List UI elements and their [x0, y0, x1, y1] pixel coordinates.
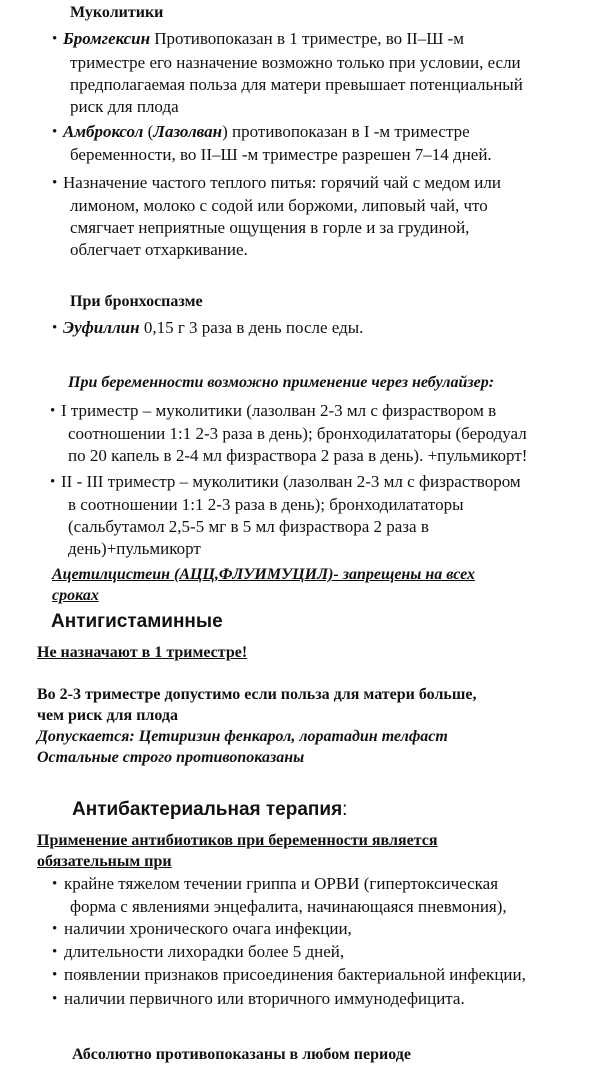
antibiotics-mandatory-line-1: Применение антибиотиков при беременности является [37, 832, 438, 849]
nebulizer-item2-line-2: в соотношении 1:1 2-3 раза в день); бронходилататоры [68, 495, 464, 514]
ambroxol-line-2: беременности, во II–Ш -м триместре разрешен 7–14 дней. [70, 145, 492, 164]
bullet: • [52, 175, 58, 191]
euphyllin-dose: 0,15 г 3 раза в день после еды. [143, 318, 364, 337]
nebulizer-item1-line-3: по 20 капель в 2-4 мл физраствора 2 раза в день). +пульмикорт! [68, 446, 528, 465]
antibiotics-item-1-line-2: форма с явлениями энцефалита, начинающаяся пневмония), [70, 897, 507, 916]
euphyllin-name: Эуфиллин [63, 318, 140, 337]
nebulizer-heading: При беременности возможно применение через небулайзер: [68, 374, 495, 391]
bullet: • [52, 991, 58, 1007]
bromhexine-name: Бромгексин [63, 29, 151, 48]
bullet: • [52, 967, 58, 983]
bromhexine-line-2: триместре его назначение возможно только при условии, если [70, 53, 521, 72]
ambroxol-alt-name: Лазолван [153, 122, 223, 141]
absolute-contraindication-heading: Абсолютно противопоказаны в любом периоде [72, 1046, 411, 1063]
antibiotics-item-4: появлении признаков присоединения бактериальной инфекции, [64, 965, 526, 984]
bromhexine-text: Противопоказан в 1 триместре, во II–Ш -м [154, 29, 465, 48]
antihistamines-not-first-trimester: Не назначают в 1 триместре! [37, 644, 248, 661]
mucolytics-heading: Муколитики [70, 4, 164, 21]
drink-line-1: Назначение частого теплого питья: горячий чай с медом или [63, 173, 501, 192]
antibiotics-item-1-line-1: крайне тяжелом течении гриппа и ОРВИ (гипертоксическая [64, 874, 499, 893]
antibacterial-heading [72, 799, 347, 821]
bullet: • [52, 921, 58, 937]
antibiotics-mandatory-line-2: обязательным при [37, 853, 172, 870]
nebulizer-item2-line-4: день)+пульмикорт [68, 539, 201, 558]
bullet: • [52, 876, 58, 892]
ambroxol-name: Амброксол [63, 122, 144, 141]
bromhexine-line-1 [63, 28, 464, 50]
antihistamines-allowed-line-1: Во 2-3 триместре допустимо если польза для матери больше, [37, 686, 477, 703]
antihistamines-others: Остальные строго противопоказаны [37, 749, 305, 766]
ambroxol-text: противопоказан в I -м триместре [232, 122, 470, 141]
antibiotics-item-5: наличии первичного или вторичного иммунодефицита. [64, 989, 465, 1008]
drink-line-4: облегчает отхаркивание. [70, 240, 248, 259]
bullet: • [52, 31, 58, 47]
nebulizer-item1-line-1: I триместр – муколитики (лазолван 2-3 мл с физраствором в [61, 401, 497, 420]
antibiotics-item-2: наличии хронического очага инфекции, [64, 919, 352, 938]
antihistamines-permitted: Допускается: Цетиризин фенкарол, лоратадин телфаст [37, 728, 448, 745]
bullet: • [52, 944, 58, 960]
nebulizer-item2-line-3: (сальбутамол 2,5-5 мг в 5 мл физраствора 2 раза в [68, 517, 429, 536]
ambroxol-close-paren: ) [222, 122, 228, 141]
bullet: • [50, 403, 56, 419]
antibacterial-heading-text: Антибактериальная терапия [72, 799, 343, 820]
ambroxol-line-1 [63, 121, 470, 143]
antihistamines-allowed-line-2: чем риск для плода [37, 707, 179, 724]
antibiotics-item-3: длительности лихорадки более 5 дней, [64, 942, 345, 961]
bullet: • [52, 320, 58, 336]
euphyllin-line [63, 317, 363, 339]
antibacterial-heading-colon: : [342, 799, 348, 820]
drink-line-3: смягчает неприятные ощущения в горле и за грудиной, [70, 218, 470, 237]
acetylcysteine-warning-line-1: Ацетилцистеин (АЦЦ,ФЛУИМУЦИЛ)- запрещены на всех [52, 566, 476, 583]
acetylcysteine-warning-line-2: сроках [52, 587, 99, 604]
bullet: • [52, 124, 58, 140]
ambroxol-open-paren: ( [147, 122, 154, 141]
bullet: • [50, 474, 56, 490]
antihistamines-heading: Антигистаминные [51, 611, 223, 632]
drink-line-2: лимоном, молоко с содой или боржоми, липовый чай, что [70, 196, 488, 215]
bronchospasm-heading: При бронхоспазме [70, 293, 203, 310]
bromhexine-line-3: предполагаемая польза для матери превышает потенциальный [70, 75, 523, 94]
nebulizer-item1-line-2: соотношении 1:1 2-3 раза в день); бронходилататоры (беродуал [68, 424, 527, 443]
nebulizer-item2-line-1: II - III триместр – муколитики (лазолван 2-3 мл с физраствором [61, 472, 521, 491]
bromhexine-line-4: риск для плода [70, 97, 179, 116]
